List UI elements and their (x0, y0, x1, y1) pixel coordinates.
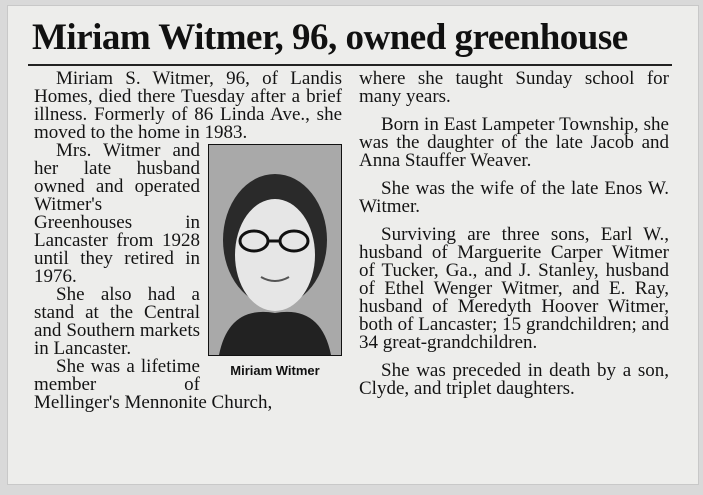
portrait-photo (208, 144, 342, 356)
headline: Miriam Witmer, 96, owned greenhouse (32, 17, 628, 58)
paragraph-4: She was a lifetime member of Mellinger's Mennonite Church, (34, 356, 273, 413)
paragraph-2: Mrs. Witmer and her late husband owned and operated Witmer's Greenhouses in Lancaster from 1928 until they retired in 1976. (34, 140, 200, 287)
photo-caption: Miriam Witmer (230, 363, 320, 378)
paragraph-7: She was the wife of the late Enos W. Witmer. (359, 178, 669, 217)
article-column-right (359, 70, 669, 408)
paragraph-8: Surviving are three sons, Earl W., husband of Marguerite Carper Witmer of Tucker, Ga., and J. Stanley, husband of Ethel Wenger Witmer, and E. Ray, husband of Meredyth Hoover Witmer, both of Lancaster; 15 grandchildren; and 34 great-grandchildren. (359, 224, 669, 353)
obituary-clipping (8, 6, 698, 484)
portrait-image (209, 145, 341, 355)
headline-rule (28, 64, 672, 66)
paragraph-9: She was preceded in death by a son, Clyde, and triplet daughters. (359, 360, 669, 399)
paragraph-5: where she taught Sunday school for many years. (359, 68, 669, 107)
portrait-figure (208, 144, 342, 376)
paragraph-3: She also had a stand at the Central and Southern markets in Lancaster. (34, 284, 200, 359)
paragraph-6: Born in East Lampeter Township, she was the daughter of the late Jacob and Anna Stauffer Weaver. (359, 114, 669, 171)
paragraph-1: Miriam S. Witmer, 96, of Landis Homes, died there Tuesday after a brief illness. Formerly of 86 Linda Ave., she moved to the home in 1983. (34, 68, 342, 143)
article-column-left (34, 70, 342, 412)
